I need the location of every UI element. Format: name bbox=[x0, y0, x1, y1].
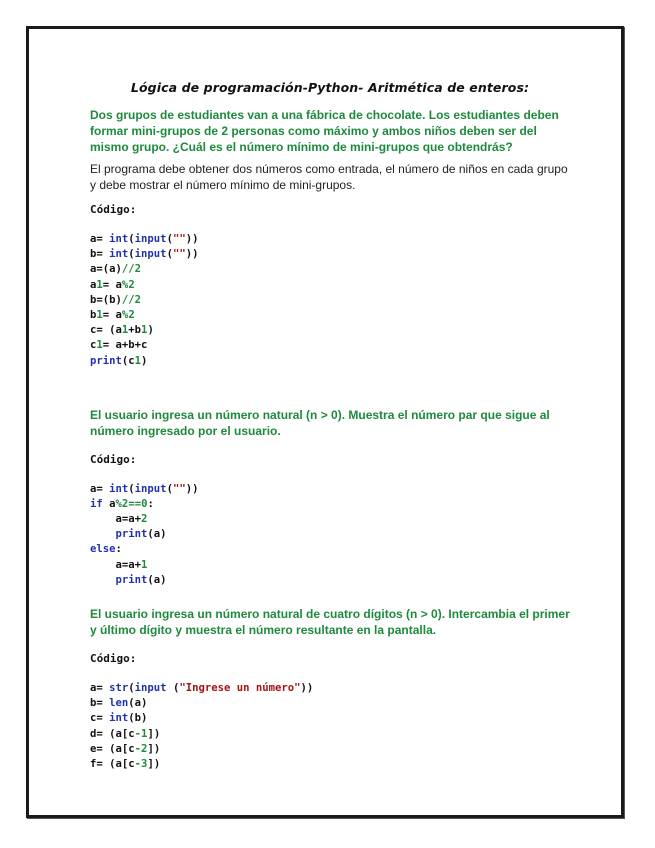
code-block bbox=[90, 482, 570, 588]
code-label: Código: bbox=[90, 203, 137, 216]
problem-description: El programa debe obtener dos números como entrada, el número de niños en cada grupo y debe mostrar el número mínimo de mini-grupos. bbox=[90, 162, 568, 192]
code-line: a1= a%2 bbox=[90, 278, 135, 291]
code-line: b= len(a) bbox=[90, 697, 148, 710]
code-line: print(a) bbox=[115, 573, 167, 586]
code-line: c1= a+b+c bbox=[90, 339, 148, 352]
code-line: a=(a)//2 bbox=[90, 263, 142, 276]
code-line: if a%2==0: bbox=[90, 497, 154, 510]
section-swap-digits bbox=[90, 606, 570, 772]
code-line: a=a+2 bbox=[90, 513, 148, 526]
section-chocolate-factory bbox=[90, 107, 570, 369]
code-block bbox=[90, 232, 570, 369]
code-line: a= int(input("")) bbox=[90, 482, 199, 495]
problem-statement: El usuario ingresa un número natural (n > 0). Muestra el número par que sigue al número ingresado por el usuario. bbox=[90, 407, 550, 438]
code-label: Código: bbox=[90, 652, 137, 665]
code-line: d= (a[c-1]) bbox=[90, 727, 161, 740]
code-line: b= int(input("")) bbox=[90, 248, 199, 261]
section-next-even-number bbox=[90, 407, 570, 588]
code-line: c= (a1+b1) bbox=[90, 324, 154, 337]
code-line: b1= a%2 bbox=[90, 308, 135, 321]
document-content bbox=[90, 80, 570, 772]
code-line: c= int(b) bbox=[90, 712, 148, 725]
code-line: else: bbox=[90, 543, 122, 556]
document-title: Lógica de programación-Python- Aritmética de enteros: bbox=[130, 80, 530, 95]
code-line: print(c1) bbox=[90, 354, 148, 367]
code-block bbox=[90, 681, 570, 772]
code-line: b=(b)//2 bbox=[90, 293, 142, 306]
problem-statement: Dos grupos de estudiantes van a una fábrica de chocolate. Los estudiantes deben formar mini-grupos de 2 personas como máximo y ambos niños deben ser del mismo grupo. ¿Cuál es el número mínimo de mini-grupos que obtendrás? bbox=[90, 108, 559, 154]
problem-statement: El usuario ingresa un número natural de cuatro dígitos (n > 0). Intercambia el primer y último dígito y muestra el número resultante en la pantalla. bbox=[90, 607, 570, 637]
code-label: Código: bbox=[90, 452, 137, 466]
code-line: e= (a[c-2]) bbox=[90, 742, 161, 755]
code-line: a= str(input ("Ingrese un número")) bbox=[90, 682, 314, 694]
code-line: print(a) bbox=[115, 528, 167, 541]
code-line: a=a+1 bbox=[90, 558, 148, 571]
code-line: a= int(input("")) bbox=[90, 233, 199, 245]
code-line: f= (a[c-3]) bbox=[90, 757, 161, 770]
